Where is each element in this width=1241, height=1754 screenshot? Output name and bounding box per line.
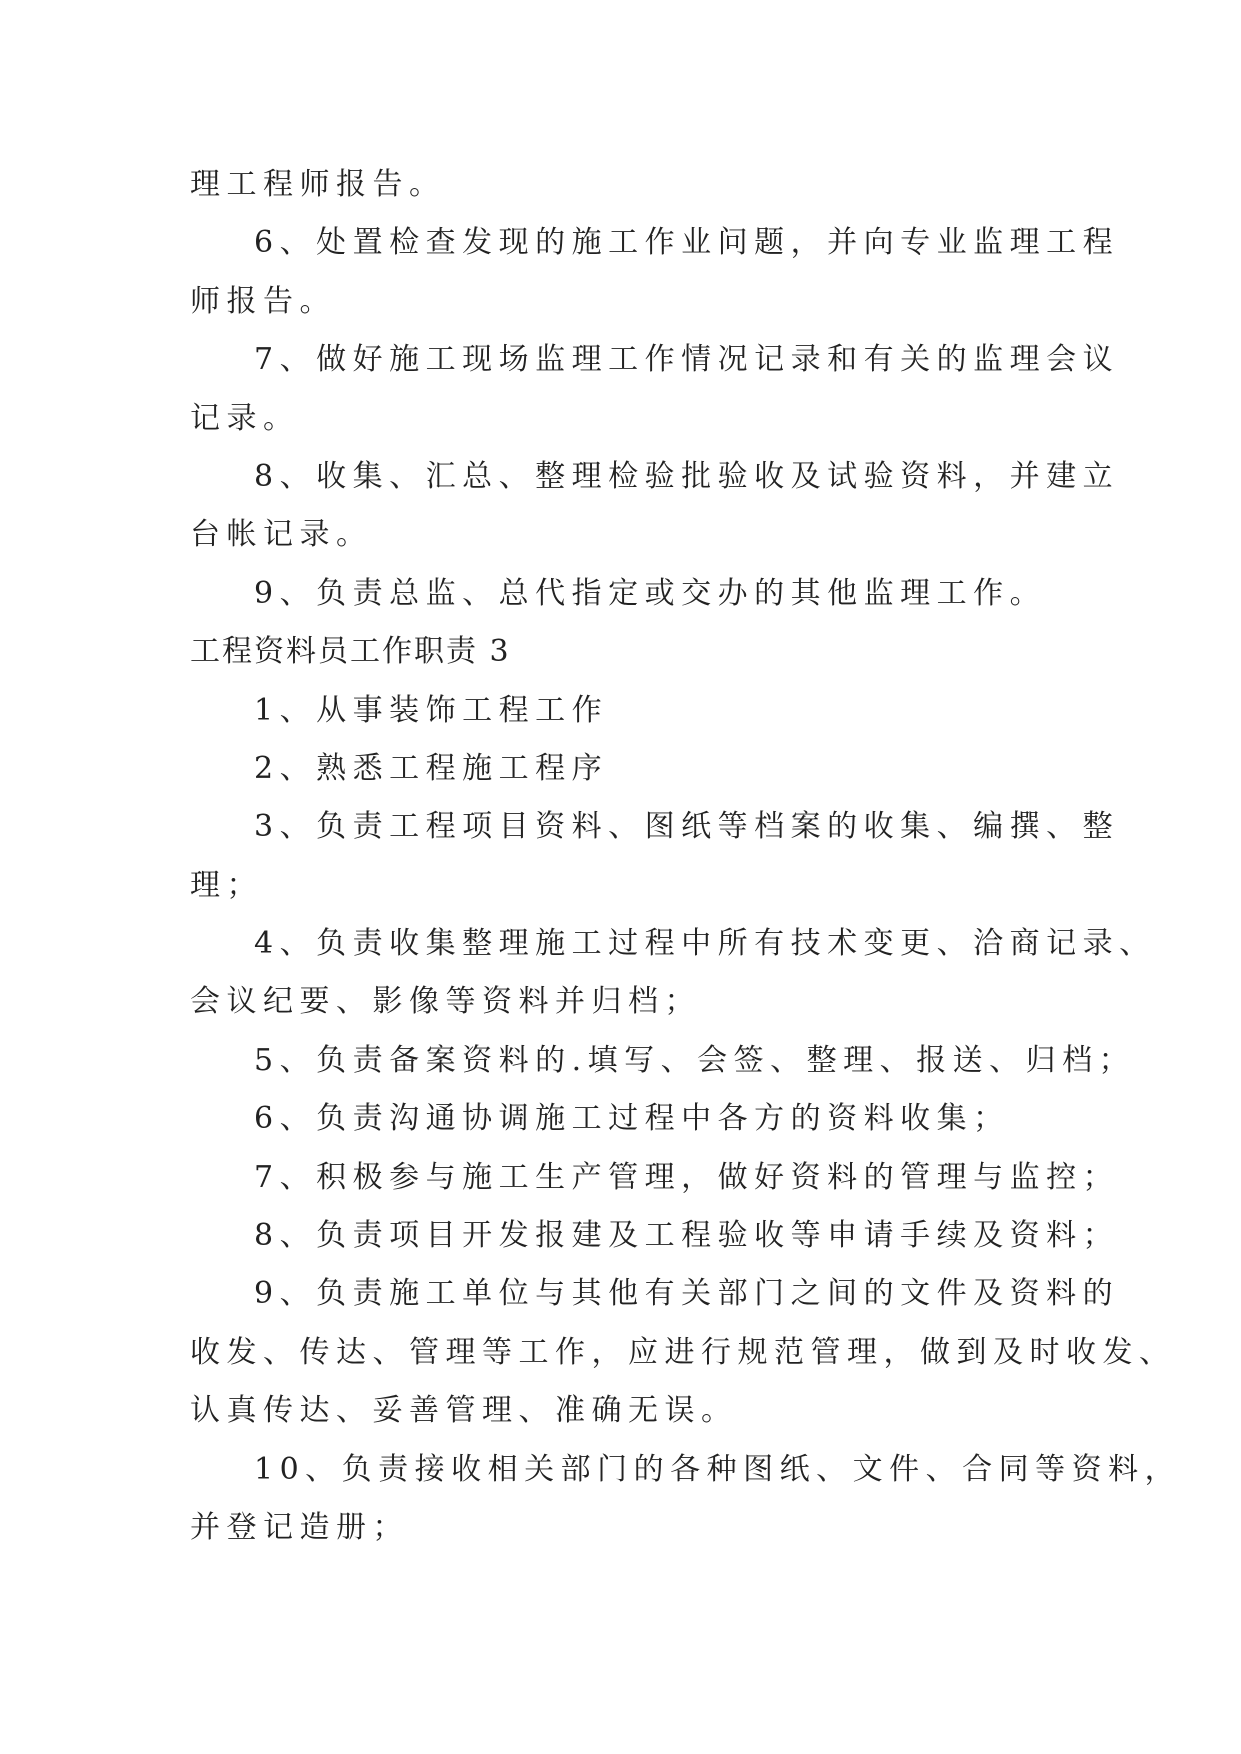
text-line: 记录。 bbox=[190, 400, 300, 436]
list-item: 3、负责工程项目资料、图纸等档案的收集、编撰、整 bbox=[254, 809, 1120, 845]
list-item: 6、负责沟通协调施工过程中各方的资料收集； bbox=[254, 1101, 1010, 1137]
list-item: 10、负责接收相关部门的各种图纸、文件、合同等资料， bbox=[254, 1451, 1182, 1487]
text-line: 台帐记录。 bbox=[190, 517, 373, 553]
list-item: 6、处置检查发现的施工作业问题，并向专业监理工程 bbox=[254, 225, 1120, 261]
list-item: 9、负责施工单位与其他有关部门之间的文件及资料的 bbox=[254, 1276, 1120, 1312]
list-item: 8、负责项目开发报建及工程验收等申请手续及资料； bbox=[254, 1218, 1120, 1254]
list-item: 5、负责备案资料的.填写、会签、整理、报送、归档； bbox=[254, 1042, 1136, 1078]
text-line: 并登记造册； bbox=[190, 1509, 409, 1545]
list-item: 7、做好施工现场监理工作情况记录和有关的监理会议 bbox=[254, 342, 1120, 378]
text-line: 师报告。 bbox=[190, 283, 336, 319]
list-item: 8、收集、汇总、整理检验批验收及试验资料，并建立 bbox=[254, 458, 1120, 494]
text-line: 理工程师报告。 bbox=[190, 167, 446, 202]
list-item: 9、负责总监、总代指定或交办的其他监理工作。 bbox=[254, 575, 1047, 611]
text-line: 收发、传达、管理等工作，应进行规范管理，做到及时收发、 bbox=[190, 1334, 1176, 1370]
text-line: 会议纪要、影像等资料并归档； bbox=[190, 984, 701, 1020]
list-item: 2、熟悉工程施工程序 bbox=[254, 750, 609, 786]
section-heading: 工程资料员工作职责 3 bbox=[190, 634, 511, 670]
text-line: 理； bbox=[190, 867, 263, 903]
document-body bbox=[190, 156, 1182, 1557]
list-item: 1、从事装饰工程工作 bbox=[254, 692, 609, 728]
list-item: 7、积极参与施工生产管理，做好资料的管理与监控； bbox=[254, 1159, 1120, 1195]
text-line: 认真传达、妥善管理、准确无误。 bbox=[190, 1393, 738, 1429]
list-item: 4、负责收集整理施工过程中所有技术变更、洽商记录、 bbox=[254, 926, 1156, 962]
